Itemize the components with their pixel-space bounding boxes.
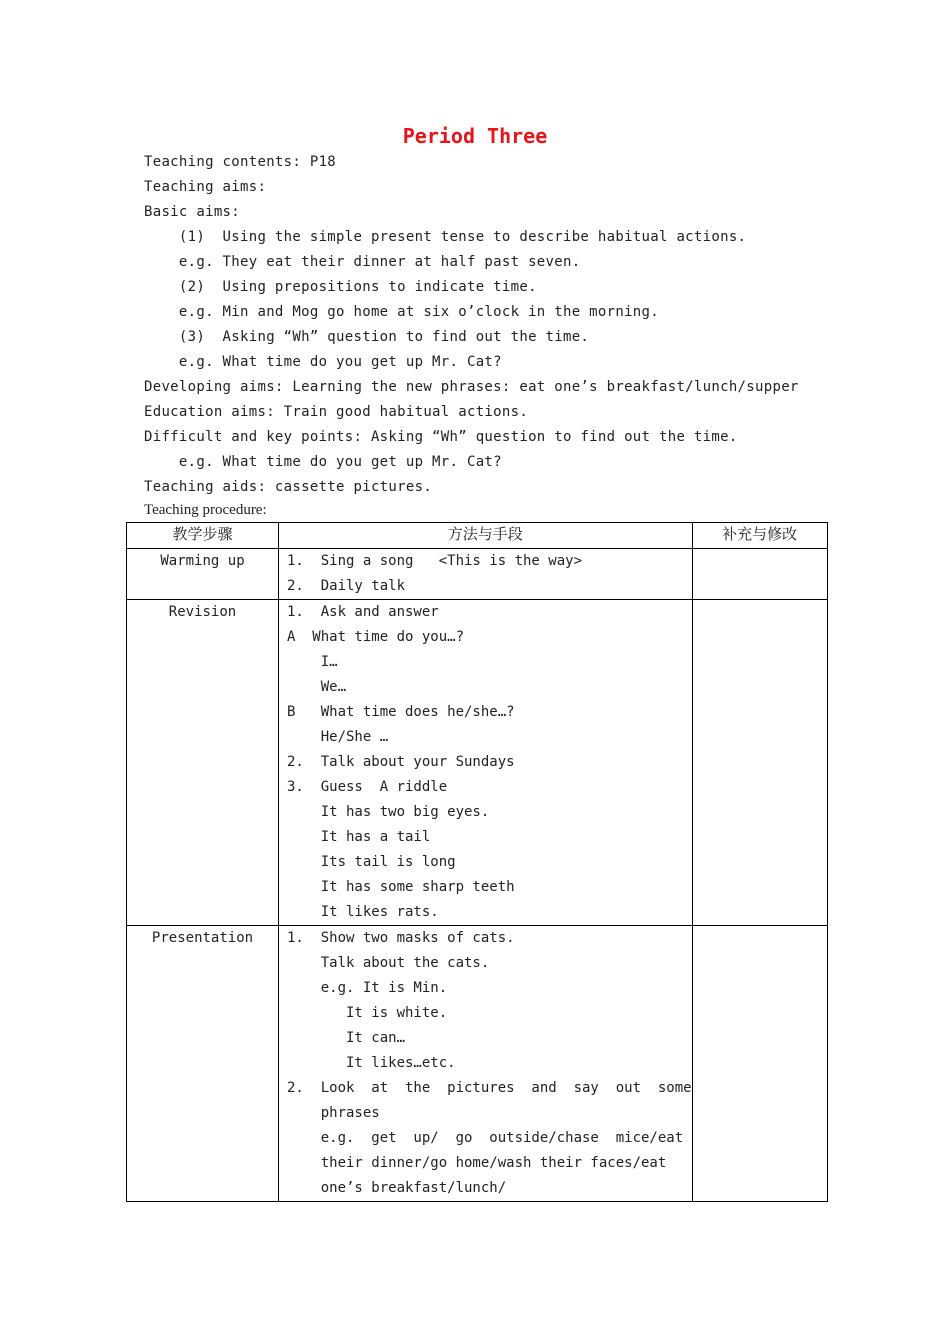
method-line: It is white. xyxy=(287,1005,448,1021)
header-methods: 方法与手段 xyxy=(279,523,693,549)
method-line: 1. Show two masks of cats. xyxy=(287,930,515,946)
step-label: Revision xyxy=(168,604,237,620)
method-line: Talk about the cats. xyxy=(287,955,490,971)
method-line: It has some sharp teeth xyxy=(287,879,515,895)
method-line: A What time do you…? xyxy=(287,629,465,645)
notes-text xyxy=(693,600,827,625)
step-cell xyxy=(127,926,279,1202)
method-line: 2. Talk about your Sundays xyxy=(287,754,515,770)
header-line: e.g. What time do you get up Mr. Cat? xyxy=(144,354,502,370)
method-line: one’s breakfast/lunch/ xyxy=(287,1180,507,1196)
method-line: It has a tail xyxy=(287,829,431,845)
header-line: e.g. What time do you get up Mr. Cat? xyxy=(144,454,502,470)
method-line: We… xyxy=(287,679,347,695)
document-title: Period Three xyxy=(402,124,548,148)
table-row xyxy=(127,549,828,600)
method-line: I… xyxy=(287,654,338,670)
method-line: It likes rats. xyxy=(287,904,439,920)
method-line: 3. Guess A riddle xyxy=(287,779,448,795)
method-line: B What time does he/she…? xyxy=(287,704,515,720)
methods-cell xyxy=(279,600,693,926)
method-line: It can… xyxy=(287,1030,406,1046)
method-line: their dinner/go home/wash their faces/eat xyxy=(287,1155,667,1171)
header-line: Teaching aids: cassette pictures. xyxy=(144,479,433,495)
step-cell xyxy=(127,600,279,926)
method-line: 2. Look at the pictures and say out some xyxy=(287,1080,692,1096)
methods-cell xyxy=(279,549,693,600)
header-line: Teaching contents: P18 xyxy=(144,154,337,170)
header-line: (3) Asking “Wh” question to find out the time. xyxy=(144,329,590,345)
procedure-table xyxy=(126,522,828,1202)
notes-text xyxy=(693,926,827,951)
method-line: 1. Ask and answer xyxy=(287,604,439,620)
method-line: e.g. get up/ go outside/chase mice/eat xyxy=(287,1130,684,1146)
notes-cell xyxy=(692,926,827,1202)
method-line: He/She … xyxy=(287,729,389,745)
notes-cell xyxy=(692,600,827,926)
header-steps: 教学步骤 xyxy=(127,523,279,549)
header-line: Teaching aims: xyxy=(144,179,267,195)
header-line: Basic aims: xyxy=(144,204,241,220)
method-line: e.g. It is Min. xyxy=(287,980,448,996)
step-label: Presentation xyxy=(151,930,254,946)
table-row xyxy=(127,600,828,926)
procedure-label: Teaching procedure: xyxy=(144,502,267,518)
header-line: e.g. They eat their dinner at half past seven. xyxy=(144,254,581,270)
method-line: 2. Daily talk xyxy=(287,578,406,594)
methods-cell xyxy=(279,926,693,1202)
table-row xyxy=(127,926,828,1202)
table-header-row xyxy=(127,523,828,549)
method-line: Its tail is long xyxy=(287,854,456,870)
step-label: Warming up xyxy=(160,553,245,569)
header-line: (1) Using the simple present tense to describe habitual actions. xyxy=(144,229,747,245)
step-cell xyxy=(127,549,279,600)
method-line: It has two big eyes. xyxy=(287,804,490,820)
notes-cell xyxy=(692,549,827,600)
method-line: 1. Sing a song <This is the way> xyxy=(287,553,583,569)
method-line: phrases xyxy=(287,1105,380,1121)
header-line: Difficult and key points: Asking “Wh” question to find out the time. xyxy=(144,429,738,445)
header-line: e.g. Min and Mog go home at six o’clock in the morning. xyxy=(144,304,659,320)
header-line: Education aims: Train good habitual actions. xyxy=(144,404,529,420)
notes-text xyxy=(693,549,827,574)
header-line: (2) Using prepositions to indicate time. xyxy=(144,279,537,295)
header-notes: 补充与修改 xyxy=(692,523,827,549)
method-line: It likes…etc. xyxy=(287,1055,456,1071)
header-line: Developing aims: Learning the new phrases: eat one’s breakfast/lunch/supper xyxy=(144,379,799,395)
